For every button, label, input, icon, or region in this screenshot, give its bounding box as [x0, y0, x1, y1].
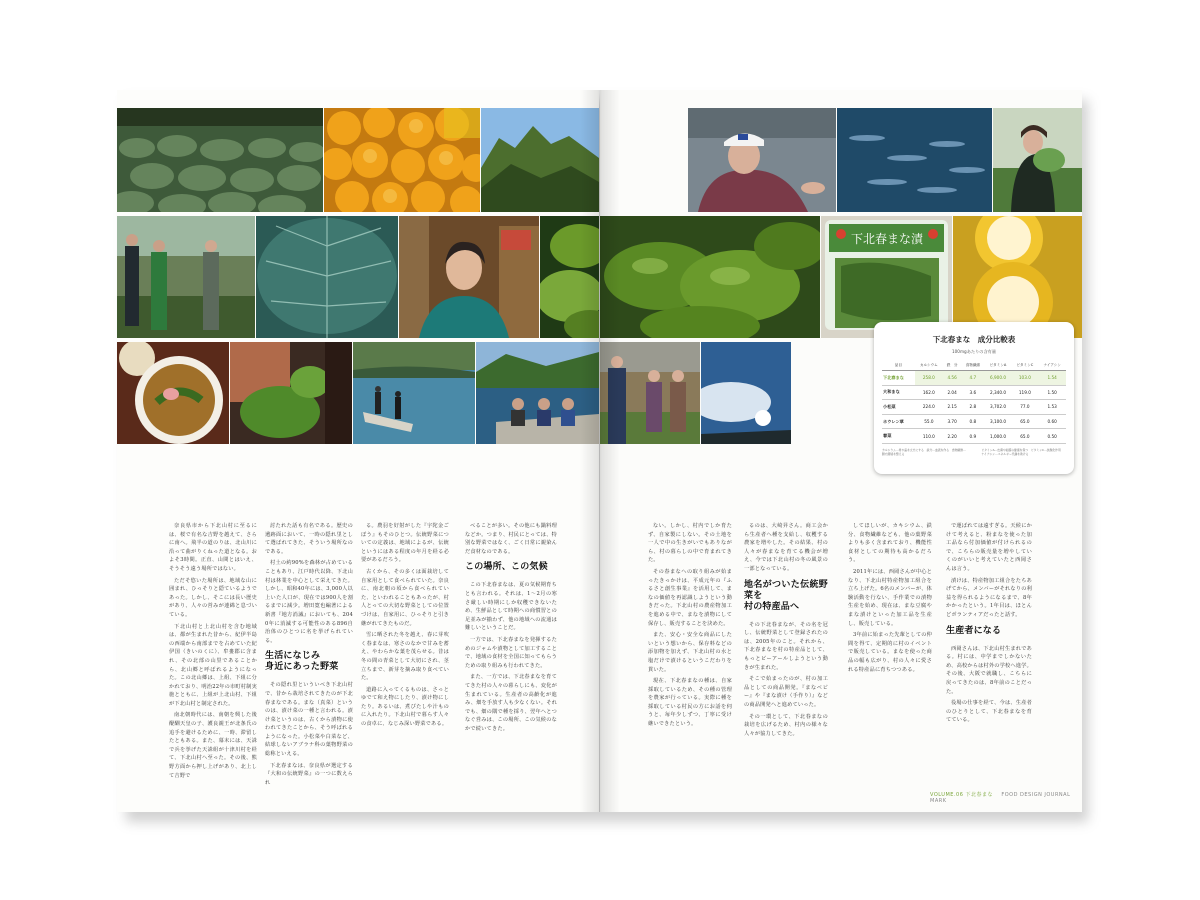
table-cell: 2.8	[961, 400, 984, 415]
table-cell: 55.0	[915, 414, 943, 429]
table-cell: 4.7	[961, 371, 984, 386]
section-heading: 生産者になる	[946, 625, 1002, 636]
nutrition-note-left: カルシウム…骨や歯を丈夫にする 鉄分…血液を作る 食物繊維…腸内環境を整える	[882, 447, 966, 456]
article-paragraph: で運ばれては遠すぎる。天候にかけて考えると、粉まなを使った加工品なら付加価値が付けられるので、こちらの販売量を増やしていくのがいいと考えていたと西岡さんは言う。	[946, 523, 1032, 572]
table-cell: 0.60	[1038, 414, 1066, 429]
article-paragraph: ただそ悠いた場所は、地域な山に囲まれ、ひっそりと隠ているようであった。しかし、そこには長い歴史があり、人々の営みが連綿と息づいている。	[169, 577, 257, 618]
yellow-jars-photo	[953, 216, 1082, 338]
row-label: 春菜	[882, 429, 915, 444]
table-cell: 1.53	[1038, 400, 1066, 415]
table-row	[882, 385, 1066, 400]
article-paragraph: また、安心・安全な商品にしたいという想いから、保存料などの添加物を加えず、下北山村の水と塩だけで漬けるというこだわりを貫いた。	[648, 632, 732, 673]
table-cell: 119.0	[1011, 385, 1038, 400]
table-cell: 224.0	[915, 400, 943, 415]
article-column-7	[848, 522, 932, 677]
table-cell: 162.0	[915, 385, 943, 400]
row-label: 大和まな	[882, 385, 915, 400]
river-fish-photo	[837, 108, 992, 212]
article-column-6	[744, 522, 828, 741]
article-paragraph: 下北山村と上北山村を含む地域は、都が生まれた昔から、紀伊半島の西端から南部までを占めていた紀伊国（きいのくに）、牟婁郡に含まれ、その北部の山里であることから、北山郷と呼ばれるようになった。この北山郷は、上組、下組に分かれており、明治22年の市町村制実施とともに、上組が上北山村、下組が下北山村と制定された。	[169, 623, 257, 707]
table-cell: 1.54	[1038, 371, 1066, 386]
table-row	[882, 371, 1066, 386]
article-paragraph: そこで始まったのが、村の加工品としての商品開発。『まなベビー』や『まな漬け（手作り）』などの商品開発へと進めていった。	[744, 676, 828, 708]
nutrition-note-right: ビタミンA…皮膚や粘膜の健康を保つ ビタミンC…抗酸化作用 ナイアシン…エネルギー代謝を助ける	[981, 447, 1064, 456]
table-header-row	[882, 361, 1066, 371]
left-page	[117, 90, 599, 812]
table-cell: 110.0	[915, 429, 943, 444]
article-paragraph: 西岡さんは、下北山村生まれである。村には、中学までしかないため、高校からは村外の学校へ進学。その後、大阪で就職し、こちらに戻ってきたのは、8年前のことだった。	[946, 645, 1032, 695]
table-cell: 3.6	[961, 385, 984, 400]
column-header: 鉄 分	[943, 361, 961, 371]
article-column-2	[265, 522, 353, 790]
people-in-field-photo	[117, 216, 255, 338]
journal-name: FOOD DESIGN JOURNAL MARK	[930, 792, 1071, 804]
page-footer	[930, 791, 1082, 804]
table-cell: 3,702.0	[985, 400, 1012, 415]
article-paragraph: 南北朝時代には、南朝を興した後醍醐天皇の子、護良親王が北条氏の追手を避けるために、一時、滞留したともある。また、幕末には、天誅で兵を挙げた天誅組が十津川村を経て、下北山村へ至った。その後、熊野方面から押し上げがあり、北上して吉野で	[169, 712, 257, 779]
table-cell: 2,340.0	[985, 385, 1012, 400]
river-fishing-photo	[353, 342, 475, 444]
table-cell: 4.56	[943, 371, 961, 386]
table-cell: 3.70	[943, 414, 961, 429]
cabbage-field-photo	[117, 108, 323, 212]
table-cell: 65.0	[1011, 429, 1038, 444]
table-cell: 2.04	[943, 385, 961, 400]
table-cell: 2.15	[943, 400, 961, 415]
article-paragraph: 村土の約90%を森林が占めていることもあり、江戸時代以降、下北山村は林業を中心として栄えてきた。しかし、昭和40年には、3,000人以上いた人口が、現在では900人を割るまでに減少。増田寛也編著による新書『地方消滅』においても、2040年に消滅する可能性のある896自治体のひとつに名を挙げられている。	[265, 560, 353, 644]
table-row	[882, 414, 1066, 429]
table-row	[882, 429, 1066, 444]
nutrition-comparison-card	[874, 322, 1074, 474]
article-paragraph: また、一方では、下北春まなを育ててきた村の人々の暮らしにも、変化が生まれている。生産者の高齢化が進み、畑を手放す人も少なくない。それでも、畑の隅で種を採り、翌年へとつなぐ営みは、この場所、この気候のなかで続いてきた。	[465, 674, 557, 732]
article-paragraph: その隠れ里といういべき下北山村で、昔から栽培されてきたのが下北春まなである。まな（真菜）というのは、漬け菜の一種と言われる。漬け菜というのは、古くから漬物に使われてきたことから、そう呼ばれるようになった。小松菜や白菜など、結球しないアブラナ科の葉物野菜の総称といえる。	[265, 682, 353, 758]
article-paragraph: その下北春まなが、その名を冠し、伝統野菜として登録されたのは、2005年のこと。それから、下北春まなを村の特産品として、もっとピーアールしようという動きが生まれた。	[744, 621, 828, 671]
column-header: カルシウム	[915, 361, 943, 371]
table-cell: 3,100.0	[985, 414, 1012, 429]
bitter-melon-closeup-photo	[600, 216, 820, 338]
row-label: ホウレン草	[882, 414, 915, 429]
article-paragraph: 役場の仕事を経て、今は、生産者のひとりとして、下北春まなを育てている。	[946, 700, 1032, 724]
article-column-8	[946, 522, 1032, 728]
row-label: 下北春まな	[882, 371, 915, 386]
nutrition-notes	[874, 444, 1074, 456]
table-cell: 1.50	[1038, 385, 1066, 400]
table-cell: 65.0	[1011, 414, 1038, 429]
article-paragraph: 現在、下北春まなの種は、自家採取しているため、その種の管理を農家が行っている。実際に種を採取している村民の方にお話を伺うと、毎年少しずつ、丁寧に受け継いできたという。	[648, 678, 732, 728]
table-row	[882, 400, 1066, 415]
article-paragraph: べることが多い。その他にも鍋料理などか。つまり、村民にとっては、特別な野菜ではなく、ごく日常に親染んだ食材なのである。	[465, 523, 557, 555]
article-paragraph: この下北春まなは、夏の気候期育ちとも言われる。それは、1～2月の寒さ厳しい時期にしか収穫できないため、生鮮品として時期への商慣習との足並みが揃わず、他の地域への流通は難しいということだ。	[465, 582, 557, 632]
farmer-portrait-photo	[688, 108, 836, 212]
article-column-3	[361, 522, 449, 732]
nutrition-table-subtitle: 100mgあたりの含有量	[951, 349, 997, 354]
section-heading: この場所、この気候	[465, 562, 548, 573]
citrus-fruits-photo	[324, 108, 480, 212]
article-paragraph: る。農羽を好射がした『宇陀金ごぼう』もそのひとつ。伝統野菜についての定義は、地域によるが、伝統というにはある程度の年月を経る必要があるだろう。	[361, 523, 449, 564]
table-cell: 258.0	[915, 371, 943, 386]
table-cell: 77.0	[1011, 400, 1038, 415]
article-column-1	[169, 522, 257, 783]
column-header: ナイアシン	[1038, 361, 1066, 371]
article-column-5	[648, 522, 732, 732]
article-paragraph: るのは、大崎昇さん。商工会から生産者へ種を支給し、収穫する農家を増やした。その結果、村の人々が春まなを育てる機会が増え、今では下北山村の冬の風景の一部となっている。	[744, 523, 828, 572]
article-paragraph: 一方では、下北春まなを発揮するためのジャムや漬物として加工することで、地域の食材を全国に知ってもらうための取り組みも行われてきた。	[465, 636, 557, 669]
article-paragraph: 下北春まなは、奈良県が選定する『大和の伝統野菜』の一つに数えられ	[265, 762, 353, 786]
leaf-closeup-photo	[256, 216, 398, 338]
column-header: 品目	[882, 361, 915, 371]
article-paragraph: ない。しかし、村内でしか育たず、自家製にしない。その土地を一人で中の生きがいでもありながら、村の暮らしの中で育まれてきた。	[648, 523, 732, 564]
article-paragraph: 2011年には、西岡さんが中心となり、下北山村特産物加工組合を立ち上げた。6名のメンバーが、体験活動を行ない、手作業での漬物生産を始め、現在は、まな豆腐やまな漬けといった加工品を生産し、販売している。	[848, 568, 932, 627]
table-cell: 0.8	[961, 414, 984, 429]
column-header: ビタミンC	[1011, 361, 1038, 371]
section-heading: 地名がついた伝統野菜を 村の特産品へ	[744, 579, 828, 612]
table-cell: 6,900.0	[985, 371, 1012, 386]
article-paragraph: 討たれた話も有名である。歴史の遺跡面において、一時の隠れ里として選ばれてきた、そういう場所なのである。	[265, 523, 353, 555]
article-paragraph: その一環として、下北春まなの栽培を広げるため、村内の様々な人々が協力してきた。	[744, 713, 828, 737]
spine-gutter	[580, 90, 620, 812]
woman-greens-photo	[993, 108, 1082, 212]
row-label: 小松菜	[882, 400, 915, 415]
pickled-product-package-photo	[821, 216, 952, 338]
article-column-4	[465, 522, 557, 736]
table-cell: 0.9	[961, 429, 984, 444]
harvest-hands-photo	[230, 342, 352, 444]
nutrition-table	[882, 361, 1066, 444]
article-paragraph: してほしいが、カキシウム、鉄分、食物繊維なども、他の葉野菜よりも多く含まれており、機能性食材としての期待も高かるだろう。	[848, 523, 932, 564]
section-heading: 生活になじみ 身近にあった野菜	[265, 651, 339, 673]
nutrition-table-title: 下北春まな 成分比較表	[932, 335, 1016, 344]
svg-text:下北春まな漬: 下北春まな漬	[850, 232, 924, 246]
column-header: 食物繊維	[961, 361, 984, 371]
volume-label: VOLUME.06 下北春まな	[930, 792, 993, 798]
article-paragraph: 雪に晒された冬を越え、春に芽吹く春まなは、寒さのなかで甘みを蓄え、やわらかな葉を茂らせる。昔は冬の間の青菜として大切にされ、茎立ちまで、新芽を摘み取り食べていた。	[361, 632, 449, 682]
table-cell: 103.0	[1011, 371, 1038, 386]
article-paragraph: 奈良県市から下北山村に至るには、桜で有名な吉野を越えて、さらに南へ。飛半の道のりは、北山川に沿って曲がりくねった道となる。およそ3時間。正直、山間とはいえ、そうそう遠う場所ではない。	[169, 523, 257, 572]
sky-sun-photo	[701, 342, 791, 444]
table-cell: 1,000.0	[985, 429, 1012, 444]
column-header: ビタミンA	[985, 361, 1012, 371]
article-paragraph: その春まなへの取り組みが始まったきっかけは、平成元年の『ふるさと創生事業』を活用して、まなの価値を再認識しようという動きだった。下北山村の農産物加工を進める中で、まなを漬物にして保存し、販売することを決めた。	[648, 568, 732, 627]
article-paragraph: 漬けは、特産物加工組合をたちあげてから、メンバーがそれなりの利益を得られるようになるまで、8年かかったという。1年目は、ほとんどボランティアだったと話す。	[946, 577, 1032, 618]
table-cell: 2.20	[943, 429, 961, 444]
smiling-woman-photo	[399, 216, 539, 338]
article-paragraph: 道路に入ってくるものは、さっとゆでて和え物にしたり、漬け物にしたり。あるいは、煮びたしや汁ものに入れたり。下北山村で暮らす人々の食卓に、なじみ深い野菜である。	[361, 686, 449, 728]
article-paragraph: 古くから、その多くは面栽培して自家用として食べられていた。奈良に、南北朝の頃から食べられていた、といわれることもあったが、村人とっての大切な野菜としての位置づけは、自家用に、ひっそりと引き継がれてきたものだ。	[361, 568, 449, 627]
table-cell: 0.50	[1038, 429, 1066, 444]
article-paragraph: 3年前に始まった先輩としての仲間を得て、定期的に村のイベントで販売している。まなを使った商品の幅も広がり、村の人々に愛される特産品に育ちつつある。	[848, 632, 932, 673]
noodle-bowl-photo	[117, 342, 229, 444]
